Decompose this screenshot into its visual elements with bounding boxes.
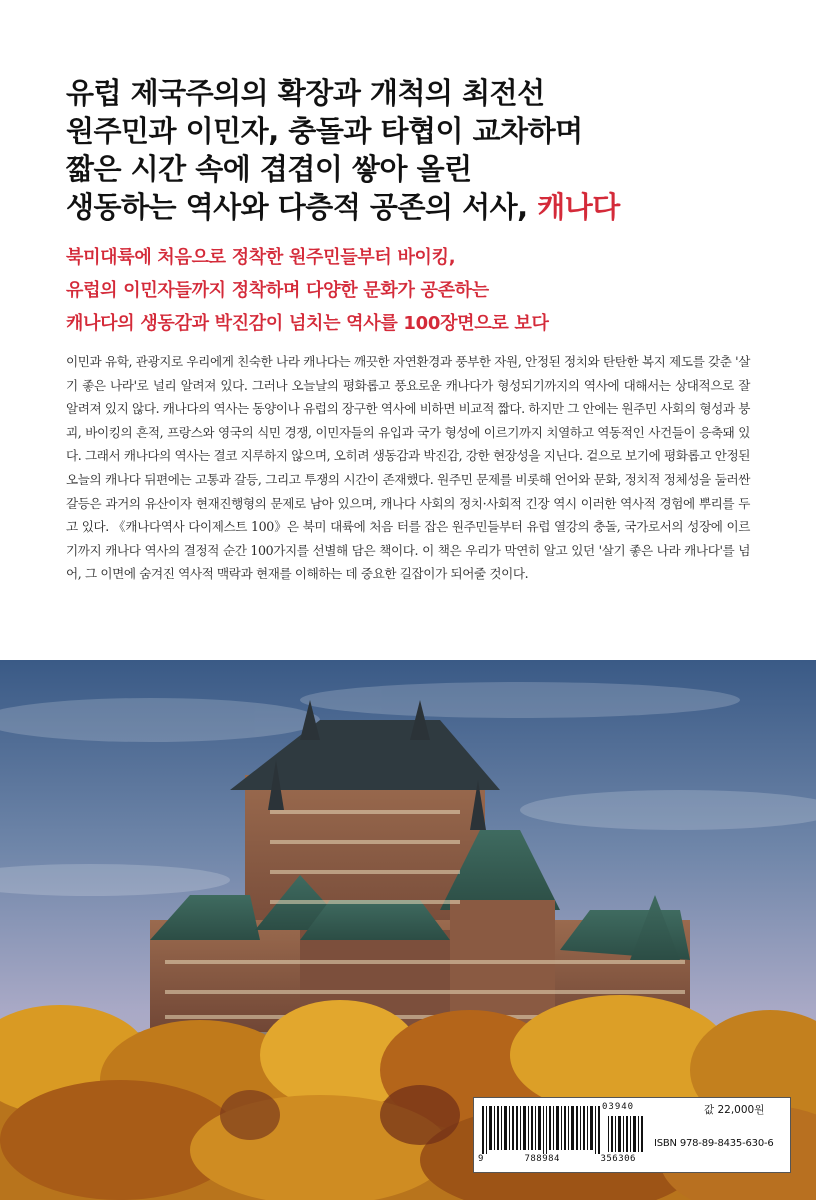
headline-line-4 xyxy=(66,188,786,226)
barcode-digits xyxy=(478,1154,636,1164)
barcode-digit-right: 356306 xyxy=(600,1154,636,1164)
isbn-label: ISBN 978-89-8435-630-6 xyxy=(654,1138,774,1149)
barcode-image xyxy=(482,1106,652,1154)
headline-accent-canada: 캐나다 xyxy=(537,190,620,224)
headline-line-4-text: 생동하는 역사와 다층적 공존의 서사, xyxy=(66,190,538,224)
headline-line-2: 원주민과 이민자, 충돌과 타협이 교차하며 xyxy=(66,114,583,148)
subhead xyxy=(66,241,786,340)
price-label: 값 22,000원 xyxy=(704,1104,765,1116)
headline xyxy=(66,74,786,226)
barcode-addon-number: 03940 xyxy=(602,1102,635,1112)
body-paragraph: 이민과 유학, 관광지로 우리에게 친숙한 나라 캐나다는 깨끗한 자연환경과 풍부한 자원, 안정된 정치와 탄탄한 복지 제도를 갖춘 '살기 좋은 나라'로 널리 알려져 있다. 그러나 오늘날의 평화롭고 풍요로운 캐나다가 형성되기까지의 역사에 대해서는 상대적으로 잘 알려져 있지 않다. 캐나다의 역사는 동양이나 유럽의 장구한 역사에 비하면 비교적 짧다. 하지만 그 안에는 원주민 사회의 형성과 붕괴, 바이킹의 흔적, 프랑스와 영국의 식민 경쟁, 이민자들의 유입과 국가 형성에 이르기까지 치열하고 역동적인 사건들이 응축돼 있다. 그래서 캐나다의 역사는 결코 지루하지 않으며, 오히려 생동감과 박진감, 강한 현장성을 지닌다. 겉으로 보기에 평화롭고 안정된 오늘의 캐나다 뒤편에는 고통과 갈등, 그리고 투쟁의 시간이 존재했다. 원주민 문제를 비롯해 언어와 문화, 정치적 정체성을 둘러싼 갈등은 과거의 유산이자 현재진행형의 문제로 남아 있으며, 캐나다 사회의 정치·사회적 긴장 역시 이러한 역사적 경험에 뿌리를 두고 있다. 《캐나다역사 다이제스트 100》은 북미 대륙에 처음 터를 잡은 원주민들부터 유럽 열강의 충돌, 국가로서의 성장에 이르기까지 캐나다 역사의 결정적 순간 100가지를 선별해 담은 책이다. 이 책은 우리가 막연히 알고 있던 '살기 좋은 나라 캐나다'를 넘어, 그 이면에 숨겨진 역사적 맥락과 현재를 이해하는 데 중요한 길잡이가 되어줄 것이다. xyxy=(66,354,750,582)
barcode-digit-left: 788984 xyxy=(524,1154,560,1164)
headline-line-1: 유럽 제국주의의 확장과 개척의 최전선 xyxy=(66,76,545,110)
barcode-panel xyxy=(473,1097,791,1173)
subhead-line-1: 북미대륙에 처음으로 정착한 원주민들부터 바이킹, xyxy=(66,247,456,268)
subhead-line-3: 캐나다의 생동감과 박진감이 넘치는 역사를 100장면으로 보다 xyxy=(66,313,549,334)
barcode-digit-prefix: 9 xyxy=(478,1154,484,1164)
headline-line-3: 짧은 시간 속에 겹겹이 쌓아 올린 xyxy=(66,152,472,186)
subhead-line-2: 유럽의 이민자들까지 정착하며 다양한 문화가 공존하는 xyxy=(66,280,489,301)
